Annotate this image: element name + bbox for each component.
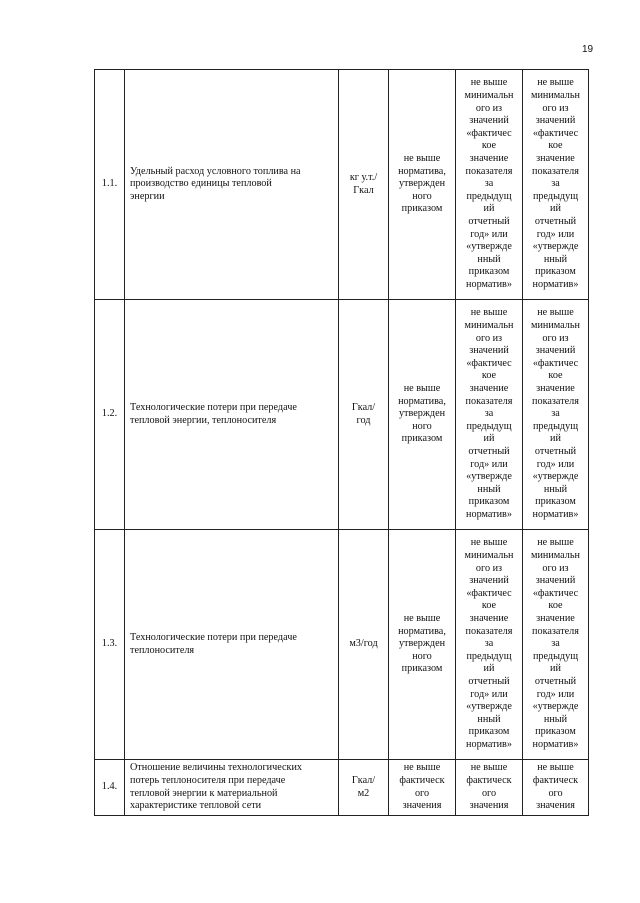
row-number: 1.1. bbox=[101, 178, 118, 190]
table-row bbox=[95, 530, 589, 760]
value-1: не выше фактическ ого значения bbox=[399, 762, 445, 812]
value-2: не выше фактическ ого значения bbox=[466, 762, 512, 812]
value-3: не выше фактическ ого значения bbox=[532, 762, 579, 812]
unit: м3/год bbox=[349, 638, 378, 650]
value-cell-1 bbox=[389, 760, 456, 816]
value-cell-2 bbox=[456, 70, 523, 300]
value-3: не выше минимальн ого из значений «фактичес кое значение показателя за предыдущ ий отчетный год» или «утвержде нный приказом норматив» bbox=[531, 307, 580, 520]
value-cell-2 bbox=[456, 300, 523, 530]
indicator-name: Удельный расход условного топлива на производство единицы тепловой энергии bbox=[130, 165, 301, 202]
row-number: 1.4. bbox=[101, 781, 118, 793]
value-3: не выше минимальн ого из значений «фактичес кое значение показателя за предыдущ ий отчетный год» или «утвержде нный приказом норматив» bbox=[531, 77, 580, 290]
value-cell-2 bbox=[456, 530, 523, 760]
row-number-cell bbox=[95, 760, 125, 816]
value-1: не выше норматива, утвержден ного приказом bbox=[398, 613, 446, 675]
value-cell-1 bbox=[389, 530, 456, 760]
indicators-table bbox=[94, 69, 589, 816]
unit-cell bbox=[339, 300, 389, 530]
row-number: 1.2. bbox=[101, 408, 118, 420]
value-1: не выше норматива, утвержден ного приказом bbox=[398, 383, 446, 445]
row-number-cell bbox=[95, 300, 125, 530]
unit: Гкал/ год bbox=[351, 401, 376, 426]
unit: Гкал/ м2 bbox=[351, 774, 376, 799]
value-cell-3 bbox=[523, 300, 589, 530]
value-cell-3 bbox=[523, 760, 589, 816]
table-row bbox=[95, 760, 589, 816]
unit: кг у.т./ Гкал bbox=[349, 171, 378, 196]
indicator-name-cell bbox=[125, 300, 339, 530]
page-number: 19 bbox=[582, 44, 594, 55]
value-cell-1 bbox=[389, 300, 456, 530]
table-row bbox=[95, 300, 589, 530]
value-cell-1 bbox=[389, 70, 456, 300]
unit-cell bbox=[339, 530, 389, 760]
table-row bbox=[95, 70, 589, 300]
value-2: не выше минимальн ого из значений «фактичес кое значение показателя за предыдущ ий отчетный год» или «утвержде нный приказом норматив» bbox=[464, 77, 514, 290]
value-2: не выше минимальн ого из значений «фактичес кое значение показателя за предыдущ ий отчетный год» или «утвержде нный приказом норматив» bbox=[464, 537, 514, 750]
indicator-name-cell bbox=[125, 70, 339, 300]
unit-cell bbox=[339, 70, 389, 300]
indicator-name: Отношение величины технологических потерь теплоносителя при передаче тепловой энергии к материальной характеристике тепловой сети bbox=[130, 762, 302, 812]
unit-cell bbox=[339, 760, 389, 816]
value-1: не выше норматива, утвержден ного приказом bbox=[398, 153, 446, 215]
row-number: 1.3. bbox=[101, 638, 118, 650]
value-cell-3 bbox=[523, 530, 589, 760]
row-number-cell bbox=[95, 70, 125, 300]
value-cell-2 bbox=[456, 760, 523, 816]
indicator-name: Технологические потери при передаче теплоносителя bbox=[130, 631, 297, 656]
indicator-name: Технологические потери при передаче тепловой энергии, теплоносителя bbox=[130, 401, 297, 426]
indicator-name-cell bbox=[125, 530, 339, 760]
indicator-name-cell bbox=[125, 760, 339, 816]
value-cell-3 bbox=[523, 70, 589, 300]
row-number-cell bbox=[95, 530, 125, 760]
value-2: не выше минимальн ого из значений «фактичес кое значение показателя за предыдущ ий отчетный год» или «утвержде нный приказом норматив» bbox=[464, 307, 514, 520]
value-3: не выше минимальн ого из значений «фактичес кое значение показателя за предыдущ ий отчетный год» или «утвержде нный приказом норматив» bbox=[531, 537, 580, 750]
